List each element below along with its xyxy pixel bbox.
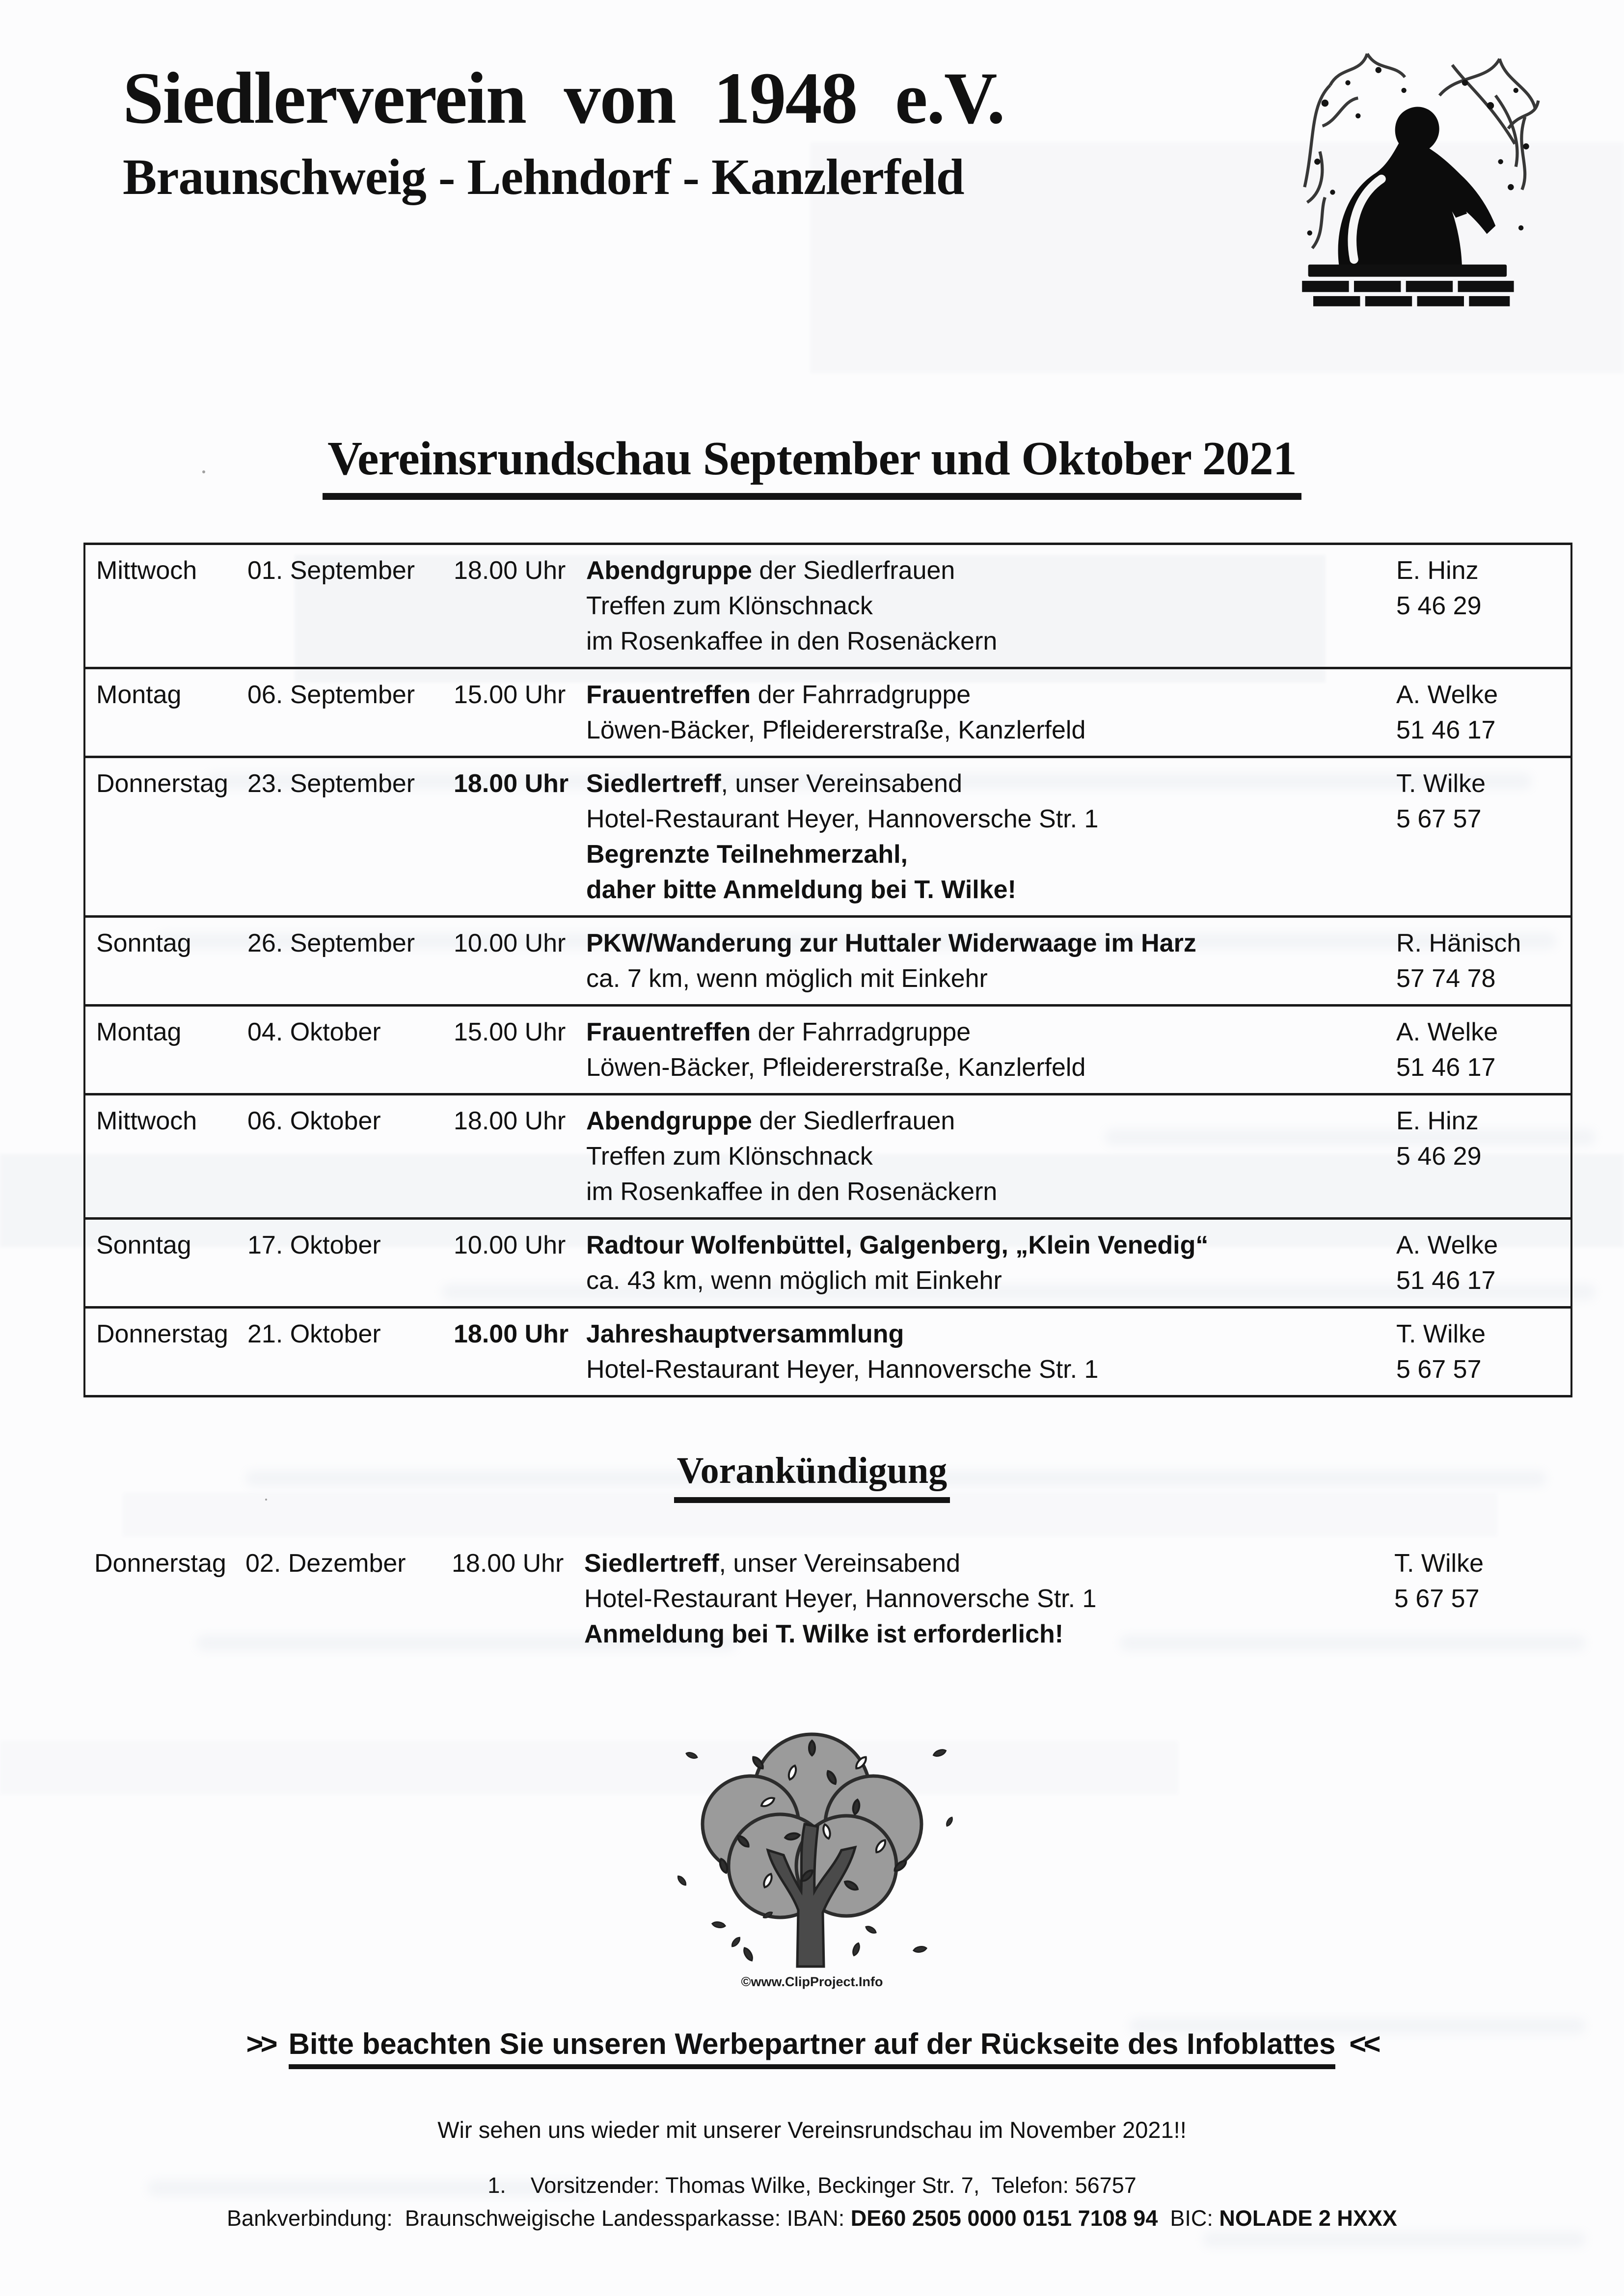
event-text: Treffen zum Klönschnack	[586, 592, 873, 620]
contact-phone: 5 67 57	[1394, 1585, 1480, 1613]
closing-line: Wir sehen uns wieder mit unserer Vereinsrundschau im November 2021!!	[437, 2117, 1187, 2143]
iban-value: DE60 2505 0000 0151 7108 94	[850, 2206, 1158, 2231]
autumn-tree-clipart	[645, 1719, 979, 1994]
contact-name: T. Wilke	[1394, 1549, 1484, 1578]
time-cell: 10.00 Uhr	[454, 929, 566, 957]
contact-phone: 57 74 78	[1396, 964, 1496, 993]
announcement-heading-row	[0, 1449, 1624, 1503]
contact-phone: 51 46 17	[1396, 716, 1496, 744]
table-row	[85, 756, 1570, 915]
brick-pedestal	[1302, 265, 1514, 306]
org-header	[123, 58, 1004, 206]
contact-cell	[1396, 1228, 1570, 1298]
contact-name: A. Welke	[1396, 1231, 1498, 1259]
contact-phone: 51 46 17	[1396, 1053, 1496, 1082]
description-line	[586, 624, 1396, 659]
announcement-heading: Vorankündigung	[674, 1449, 950, 1503]
event-text: ca. 7 km, wenn möglich mit Einkehr	[586, 964, 988, 993]
time-cell: 18.00 Uhr	[452, 1549, 564, 1578]
event-name-bold: Jahreshauptversammlung	[586, 1320, 904, 1348]
description-line	[584, 1581, 1394, 1616]
description-cell	[586, 926, 1396, 996]
description-line	[586, 926, 1396, 961]
contact-cell	[1396, 1103, 1570, 1209]
event-schedule-table	[83, 543, 1572, 1397]
event-name-bold: Abendgruppe	[586, 556, 752, 585]
description-line	[586, 1014, 1396, 1050]
event-name-bold: Siedlertreff	[586, 769, 721, 798]
description-line	[584, 1546, 1394, 1581]
title-row	[0, 431, 1624, 500]
event-name-bold: PKW/Wanderung zur Huttaler Widerwaage im Harz	[586, 929, 1196, 957]
date-cell: 26. September	[247, 929, 415, 957]
bank-label: Bankverbindung: Braunschweigische Landessparkasse: IBAN:	[227, 2206, 851, 2231]
table-row	[85, 667, 1570, 756]
description-line	[586, 1228, 1396, 1263]
event-text: der Siedlerfrauen	[752, 556, 955, 585]
table-row	[85, 1004, 1570, 1093]
org-subtitle: Braunschweig - Lehndorf - Kanzlerfeld	[123, 149, 964, 205]
contact-phone: 5 46 29	[1396, 592, 1482, 620]
contact-phone: 5 67 57	[1396, 1355, 1482, 1384]
description-line	[586, 872, 1396, 907]
description-line	[586, 1316, 1396, 1352]
date-cell: 06. Oktober	[247, 1107, 381, 1135]
date-cell: 06. September	[247, 681, 415, 709]
day-cell: Donnerstag	[96, 769, 228, 798]
event-text: Hotel-Restaurant Heyer, Hannoversche Str. 1	[584, 1585, 1097, 1613]
bic-label: BIC:	[1158, 2206, 1219, 2231]
description-cell	[586, 1228, 1396, 1298]
description-line	[586, 712, 1396, 748]
contact-name: E. Hinz	[1396, 556, 1479, 585]
day-cell: Mittwoch	[96, 1107, 197, 1135]
day-cell: Donnerstag	[94, 1549, 226, 1578]
event-name-bold: Radtour Wolfenbüttel, Galgenberg, „Klein Venedig“	[586, 1231, 1209, 1259]
date-cell: 04. Oktober	[247, 1018, 381, 1046]
contact-cell	[1396, 1014, 1570, 1085]
event-text: der Siedlerfrauen	[752, 1107, 955, 1135]
event-name-bold: Anmeldung bei T. Wilke ist erforderlich!	[584, 1620, 1064, 1648]
statue-body	[1338, 107, 1496, 273]
contact-name: T. Wilke	[1396, 769, 1486, 798]
description-line	[586, 766, 1396, 801]
date-cell: 23. September	[247, 769, 415, 798]
description-cell	[586, 1316, 1396, 1387]
day-cell: Montag	[96, 1018, 182, 1046]
time-cell: 18.00 Uhr	[454, 1320, 569, 1348]
table-row	[85, 1093, 1570, 1217]
description-line	[586, 1352, 1396, 1387]
description-line	[586, 961, 1396, 996]
footer-bank-line	[0, 2206, 1624, 2231]
contact-name: A. Welke	[1396, 1018, 1498, 1046]
description-line	[586, 837, 1396, 872]
bic-value: NOLADE 2 HXXX	[1219, 2206, 1397, 2231]
event-text: Hotel-Restaurant Heyer, Hannoversche Str. 1	[586, 1355, 1099, 1384]
event-text: , unser Vereinsabend	[721, 769, 962, 798]
event-name-bold: Abendgruppe	[586, 1107, 752, 1135]
left-chevrons-icon: >>	[246, 2027, 275, 2060]
day-cell: Montag	[96, 681, 182, 709]
description-cell	[586, 553, 1396, 659]
event-name-bold: daher bitte Anmeldung bei T. Wilke!	[586, 875, 1016, 904]
day-cell: Mittwoch	[96, 556, 197, 585]
date-cell: 01. September	[247, 556, 415, 585]
partner-note	[0, 2027, 1624, 2061]
description-line	[586, 588, 1396, 624]
date-cell: 17. Oktober	[247, 1231, 381, 1259]
kneeling-figure-statue-logo	[1276, 34, 1542, 309]
partner-note-text: Bitte beachten Sie unseren Werbepartner auf der Rückseite des Infoblattes	[289, 2027, 1336, 2069]
contact-phone: 5 46 29	[1396, 1142, 1482, 1171]
contact-cell	[1394, 1546, 1569, 1652]
contact-cell	[1396, 677, 1570, 748]
event-text: Treffen zum Klönschnack	[586, 1142, 873, 1171]
description-line	[586, 1050, 1396, 1085]
bleed-through-artifact	[1203, 2232, 1586, 2247]
date-cell: 21. Oktober	[247, 1320, 381, 1348]
description-cell	[586, 1103, 1396, 1209]
table-row	[85, 1217, 1570, 1306]
table-row	[85, 915, 1570, 1004]
footer-chairman-line: 1. Vorsitzender: Thomas Wilke, Beckinger Str. 7, Telefon: 56757	[487, 2173, 1137, 2198]
day-cell: Donnerstag	[96, 1320, 228, 1348]
time-cell: 18.00 Uhr	[454, 1107, 566, 1135]
right-chevrons-icon: <<	[1349, 2027, 1378, 2060]
page-title: Vereinsrundschau September und Oktober 2021	[323, 431, 1301, 500]
event-name-bold: Frauentreffen	[586, 681, 751, 709]
time-cell: 18.00 Uhr	[454, 556, 566, 585]
scan-artifact-band	[0, 1741, 1178, 1795]
description-line	[586, 801, 1396, 837]
time-cell: 15.00 Uhr	[454, 1018, 566, 1046]
announcement-table	[83, 1546, 1569, 1652]
event-text: der Fahrradgruppe	[751, 1018, 971, 1046]
description-cell	[584, 1546, 1394, 1652]
time-cell: 18.00 Uhr	[454, 769, 569, 798]
description-line	[586, 1263, 1396, 1298]
event-name-bold: Begrenzte Teilnehmerzahl,	[586, 840, 908, 869]
description-line	[586, 1174, 1396, 1209]
event-text: im Rosenkaffee in den Rosenäckern	[586, 1177, 998, 1206]
table-row	[83, 1546, 1569, 1652]
contact-name: R. Hänisch	[1396, 929, 1521, 957]
description-cell	[586, 1014, 1396, 1085]
description-line	[586, 1103, 1396, 1139]
contact-cell	[1396, 553, 1570, 659]
event-text: der Fahrradgruppe	[751, 681, 971, 709]
tree-graphic	[645, 1719, 979, 1994]
contact-name: T. Wilke	[1396, 1320, 1486, 1348]
event-name-bold: Siedlertreff	[584, 1549, 719, 1578]
contact-cell	[1396, 1316, 1570, 1387]
table-row	[85, 1306, 1570, 1395]
event-text: Löwen-Bäcker, Pfleidererstraße, Kanzlerfeld	[586, 716, 1086, 744]
description-cell	[586, 766, 1396, 907]
event-text: ca. 43 km, wenn möglich mit Einkehr	[586, 1266, 1002, 1295]
contact-name: E. Hinz	[1396, 1107, 1479, 1135]
event-name-bold: Frauentreffen	[586, 1018, 751, 1046]
description-line	[586, 1139, 1396, 1174]
description-cell	[586, 677, 1396, 748]
contact-cell	[1396, 766, 1570, 907]
time-cell: 15.00 Uhr	[454, 681, 566, 709]
date-cell: 02. Dezember	[245, 1549, 406, 1578]
description-line	[584, 1616, 1394, 1652]
table-row	[85, 545, 1570, 667]
contact-phone: 51 46 17	[1396, 1266, 1496, 1295]
contact-cell	[1396, 926, 1570, 996]
day-cell: Sonntag	[96, 1231, 191, 1259]
day-cell: Sonntag	[96, 929, 191, 957]
contact-name: A. Welke	[1396, 681, 1498, 709]
event-text: im Rosenkaffee in den Rosenäckern	[586, 627, 998, 656]
description-line	[586, 553, 1396, 588]
clipart-credit: ©www.ClipProject.Info	[741, 1974, 883, 1989]
event-text: Löwen-Bäcker, Pfleidererstraße, Kanzlerfeld	[586, 1053, 1086, 1082]
time-cell: 10.00 Uhr	[454, 1231, 566, 1259]
description-line	[586, 677, 1396, 712]
org-name: Siedlerverein von 1948 e.V.	[123, 57, 1004, 139]
contact-phone: 5 67 57	[1396, 805, 1482, 833]
event-text: , unser Vereinsabend	[719, 1549, 960, 1578]
event-text: Hotel-Restaurant Heyer, Hannoversche Str. 1	[586, 805, 1099, 833]
